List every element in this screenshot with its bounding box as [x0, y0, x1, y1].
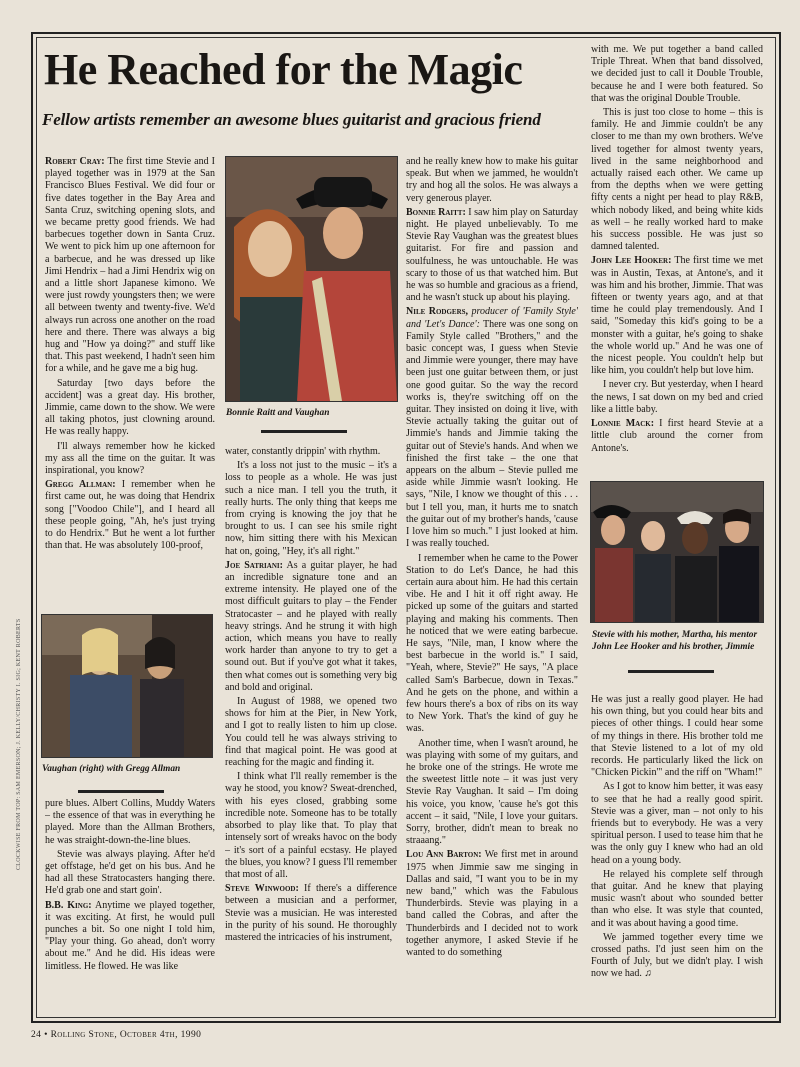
paragraph — [45, 900, 215, 973]
column-2 — [225, 446, 397, 1014]
paragraph: It's a loss not just to the music – it's a loss to people as a whole. He was just such a nice man. I tell you the truth, it really hurts. The only thing that keeps me from crying is knowing the joy that he brought to us. I can see his smile right now, him sitting there with his Mexican hat on, going, "Hey, it's all right." — [225, 460, 397, 557]
paragraph — [591, 255, 763, 377]
paragraph — [225, 560, 397, 694]
paragraph: water, constantly drippin' with rhythm. — [225, 446, 381, 457]
paragraph: In August of 1988, we opened two shows for him at the Pier, in New York, and I got to really listen to him up close. You could tell he was always striving to find that magical point. He was good at reaching for the magic and finding it. — [225, 696, 397, 769]
paragraph — [45, 156, 215, 376]
paragraph-text: I saw him play on Saturday night. He played unbelievably. To me Stevie Ray Vaughan was the greatest blues guitarist. For fire and passion and soulfulness, he was untouchable. He was scary to those of us that watched him. But he was so humble and gracious as a friend, and he wasn't stuck up about his playing. — [406, 206, 578, 304]
paragraph-text: I first heard Stevie at a little club around the corner from Antone's. — [591, 418, 763, 454]
speaker-name: Nile Rodgers, — [406, 306, 469, 318]
paragraph-text: We jammed together every time we crossed paths. I'd just seen him on the Fourth of July, but we didn't play. I wish now we had. — [591, 931, 763, 980]
speaker-name: Robert Cray: — [45, 156, 105, 167]
speaker-name: Joe Satriani: — [225, 559, 283, 571]
column-4-bottom — [591, 694, 763, 1014]
article-title: He Reached for the Magic — [44, 45, 523, 94]
paragraph: I'll always remember how he kicked my ass all the time on the guitar. It was inspirational, you know? — [45, 440, 215, 477]
paragraph-text: Anytime we played together, it was exciting. At first, he would pull punches a bit. So one night I told him, "Play your thing. Go ahead, don't worry about me." And he did. His ideas were limitless. He flowed. He was like — [45, 899, 215, 972]
paragraph — [225, 883, 397, 944]
divider — [628, 670, 714, 673]
paragraph-text: If there's a difference between a musician and a performer, Stevie was a musician. He was interested in the purity of his sound. He thoroughly mastered the intricacies of his instrument, — [225, 883, 397, 943]
page-footer: 24 • Rolling Stone, October 4th, 1990 — [31, 1030, 202, 1040]
speaker-name: Lou Ann Barton: — [406, 849, 482, 861]
column-1-top — [45, 156, 215, 604]
speaker-name: B.B. King: — [45, 899, 92, 911]
column-3 — [406, 156, 578, 1014]
speaker-name: Lonnie Mack: — [591, 418, 655, 430]
paragraph: I never cry. But yesterday, when I heard the news, I sat down on my bed and cried like a little baby. — [591, 379, 763, 415]
photo-caption: Vaughan (right) with Gregg Allman — [42, 764, 181, 774]
paragraph: I think what I'll really remember is the way he stood, you know? Sweat-drenched, with his eyes closed, grabbing some incredible note. Someone has to be totally absorbed to play like that. To play that intensely sort of wreaks havoc on the body – it's sort of a painful ecstasy. He played the blues, you know? I guess I'll remember that most of all. — [225, 771, 397, 880]
paragraph: Stevie was always playing. After he'd get offstage, he'd get on his bus. And he had all these Stratocasters hanging there. He'd grab one and start goin'. — [45, 848, 215, 897]
music-note-icon: ♫ — [644, 968, 652, 980]
column-1-bottom — [45, 798, 215, 1012]
speaker-name: Bonnie Raitt: — [406, 206, 466, 218]
photo-caption: Bonnie Raitt and Vaughan — [226, 408, 330, 418]
speaker-name: John Lee Hooker: — [591, 255, 672, 267]
paragraph: He was just a really good player. He had his own thing, but you could hear bits and pieces of other things. I could hear some of my things in there. His brother told me that Stevie listened to a lot of my old records. He particularly liked the lick on "Chicken Pickin'" and the riff on "Wham!" — [591, 694, 763, 779]
paragraph — [45, 479, 215, 552]
speaker-name: Steve Winwood: — [225, 883, 299, 895]
divider — [78, 790, 164, 793]
paragraph: Saturday [two days before the accident] was a great day. His brother, Jimmie, came down to the show. We were all taking photos, just clowning around. He was really happy. — [45, 377, 215, 438]
paragraph-text: The first time we met was in Austin, Texas, at Antone's, and it was him and his brother, Jimmie. That was fifteen or twenty years ago, and at that time he could play tremendously. And I said, "Someday this kid's going to be a monster with a guitar, he's going to shake the whole world up." And he was one of the nicest people. You couldn't help but like him, you couldn't help but love him. — [591, 255, 763, 377]
paragraph — [406, 849, 578, 959]
speaker-role: producer of 'Family Style' and 'Let's Dance': — [406, 306, 578, 330]
paragraph — [591, 932, 763, 981]
paragraph: Another time, when I wasn't around, he was playing with some of my guitars, and he broke one of the strings. He wrote me the sweetest little note – it was just very Stevie Ray Vaughan. It said – I'm doing his voice, you know, 'cause he's got this accent – it said, "Nile, I love your guitars. Sorry, brother, didn't mean to break no straaang." — [406, 737, 578, 847]
paragraph: As I got to know him better, it was easy to see that he had a really good spirit. Stevie was a giver, man – not only to his friends but to everybody. He was a very spiritual person. I used to tease him that he was the only guy I knew who had an old head on a young body. — [591, 781, 763, 866]
column-4-top — [591, 44, 763, 474]
paragraph-text: The first time Stevie and I played together was in 1979 at the San Francisco Blues Festival. We did four or five dates together in the Bay Area and Santa Cruz, switching opening slots, and we became pretty good friends. We had barbecues together down in Santa Cruz. We went to pick him up one afternoon for a barbecue, and he was dressed up like Jimi Hendrix – had a Jimi Hendrix wig on and a little short Japanese kimono. We were just rowdy youngsters then; we were all between twenty and twenty-five. We'd always run across one another on the road here and there. There was always a big hug and "How ya doing?" and stuff like that. This past weekend, I hadn't seen him for a while, and he gave me a big hug. — [45, 156, 215, 375]
speaker-name: Gregg Allman: — [45, 479, 116, 491]
paragraph: with me. We put together a band called Triple Threat. When that band dissolved, we decided just to call it Double Trouble, because he and I were both featured. So that was the original Double Trouble. — [591, 44, 763, 104]
paragraph-text: There was one song on Family Style called "Brothers," and the basic concept was, I guess when Stevie and Jimmie were younger, there may have been just one guitar between them, or just one good guitar. So the way the record works is, they're switching off on the guitar. They insisted on doing it live, with Stevie actually taking the guitar out of Jimmie's hands and Jimmie taking the guitar out of Stevie's hands. And when we finished the first take – the one that appears on the album – Stevie pulled me aside while Jimmie wasn't looking. He says, "Nile, I know we thought of this . . . but I tell you, man, it hurts me to snatch the guitar out of my brother's hands, 'cause I love him so much." I just looked at him. I was really touched. — [406, 318, 578, 550]
paragraph — [591, 418, 763, 455]
photo-vaughan-allman — [41, 614, 213, 758]
photo-caption: Stevie with his mother, Martha, his mentor John Lee Hooker and his brother, Jimmie — [592, 630, 758, 652]
paragraph-text: I remember when he first came out, he was doing that Hendrix song ["Voodoo Chile"], and I heard all these people going, "Ah, he's just trying to do Hendrix." But he went a lot further than that. He was absolutely 100-proof, — [45, 479, 215, 552]
paragraph-text: We first met in around 1975 when Jimmie saw me singing in Dallas and said, "I want you to be in my new band," which was the Fabulous Thunderbirds. Stevie was playing in a band called the Cobras, and after the Thunderbirds and I decided not to work together anymore, I asked Stevie if he wanted to do something — [406, 849, 578, 958]
paragraph: He relayed his complete self through that guitar. And he knew that playing music wasn't about who sounded better than who else. It was style that counted, and it was about having a good time. — [591, 868, 763, 929]
paragraph-text: As a guitar player, he had an incredible signature tone and an extreme intensity. He played one of the most difficult guitars to play – the Fender Stratocaster – and he played with really heavy strings. And he strung it with high action, which means you have to really work harder than anyone to try to get a sound out. But if you've got what it takes, then what comes out is something very big and bold and original. — [225, 559, 397, 693]
paragraph: and he really knew how to make his guitar speak. But when we jammed, he wouldn't try and hog all the solos. He was always a very generous player. — [406, 156, 578, 204]
paragraph — [406, 306, 578, 550]
divider — [261, 430, 347, 433]
photo-raitt-vaughan — [225, 156, 398, 402]
photo-credit: CLOCKWISE FROM TOP: SAM EMERSON; J. KELLY/CHRISTY I. SIG; KENT ROBERTS — [16, 618, 22, 870]
paragraph — [406, 207, 578, 305]
paragraph: This is just too close to home – this is family. He and Jimmie couldn't be any closer to me than my own brothers. We've lived together for almost twenty years, lived in the same neighborhood and actually raised each other. We came up from the depths when we were getting fifty cents a night per head to play R&B, which nobody liked, and being white kids as well – he really worked hard to make his success possible. He was just so damned talented. — [591, 107, 763, 253]
photo-vaughan-family-hooker — [590, 481, 764, 623]
paragraph: I remember when he came to the Power Station to do Let's Dance, he had this certain aura about him. He had this certain vibe. He and I hit it off right away. He picked up some of the guitars and started playing and making his comments. Then he noticed that we were eating barbecue. He says, "Nile, man, I know where the best barbecue in the world is." I said, "Yeah, where, Stevie?" He says, "A place called Sam's Barbecue, down in Texas." And he gets on the phone, and within a few hours there's a box of ribs on its way to New York. That's the kind of guy he was. — [406, 552, 578, 735]
article-subtitle: Fellow artists remember an awesome blues guitarist and gracious friend — [42, 110, 541, 129]
paragraph: pure blues. Albert Collins, Muddy Waters – the essence of that was in everything he played. More than the Allman Brothers, he was straight-down-the-line blues. — [45, 798, 215, 846]
